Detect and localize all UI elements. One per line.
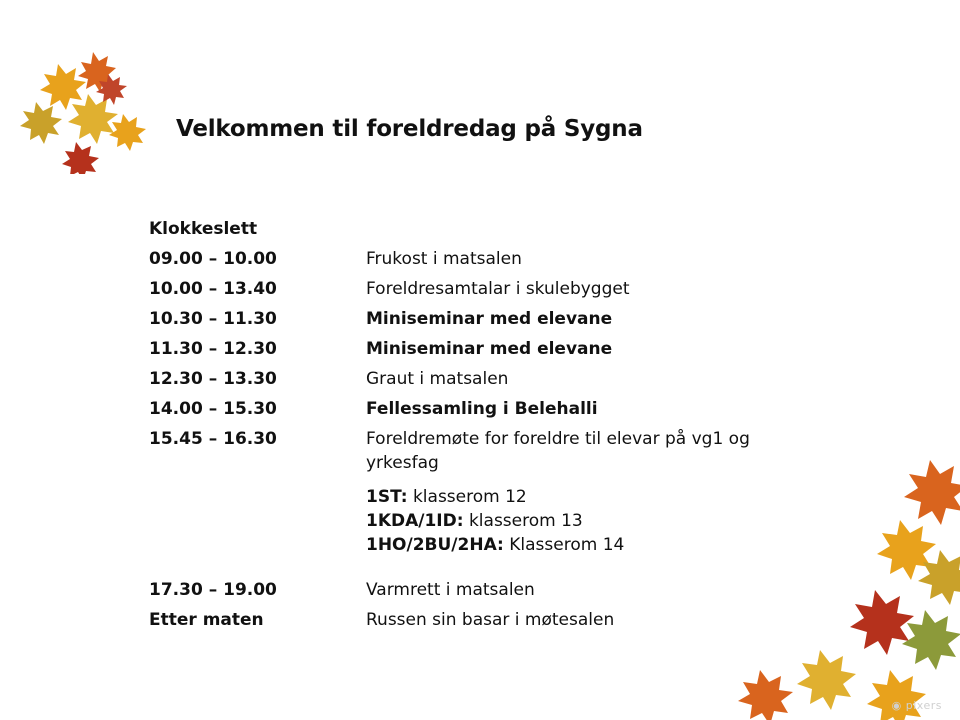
row-event: Graut i matsalen [366, 369, 509, 389]
row-time: 10.30 – 11.30 [149, 309, 277, 329]
row-event: Foreldresamtalar i skulebygget [366, 279, 630, 299]
room-name: klasserom 12 [412, 487, 527, 507]
schedule-row [149, 274, 806, 304]
room-group: 1KDA/1ID: [366, 511, 464, 531]
watermark-text: pixers [905, 699, 942, 712]
row-event: Foreldremøte for foreldre til elevar på vg1 og yrkesfag [366, 429, 750, 473]
row-time: 17.30 – 19.00 [149, 580, 277, 600]
schedule-row [149, 304, 806, 334]
row-event: Russen sin basar i møtesalen [366, 610, 615, 630]
row-time: 10.00 – 13.40 [149, 279, 277, 299]
schedule-row [149, 364, 806, 394]
schedule-row [149, 394, 806, 424]
row-time: 09.00 – 10.00 [149, 249, 277, 269]
room-name: klasserom 13 [468, 511, 583, 531]
watermark [892, 699, 942, 712]
row-event: Miniseminar med elevane [366, 309, 613, 329]
room-group: 1ST: [366, 487, 408, 507]
row-time: 12.30 – 13.30 [149, 369, 277, 389]
row-time: 11.30 – 12.30 [149, 339, 277, 359]
autumn-leaves-bottom-right [700, 440, 960, 720]
row-event: Fellessamling i Belehalli [366, 399, 598, 419]
schedule-row [149, 244, 806, 274]
room-group: 1HO/2BU/2HA: [366, 535, 504, 555]
row-event: Frukost i matsalen [366, 249, 522, 269]
room-name: Klasserom 14 [509, 535, 625, 555]
row-event: Varmrett i matsalen [366, 580, 535, 600]
row-event: Miniseminar med elevane [366, 339, 613, 359]
autumn-leaves-top-left [18, 44, 158, 174]
schedule-header: Klokkeslett [149, 219, 258, 239]
schedule-row [149, 334, 806, 364]
camera-icon: ◉ [891, 699, 906, 712]
page-title: Velkommen til foreldredag på Sygna [176, 116, 643, 142]
row-time: 14.00 – 15.30 [149, 399, 277, 419]
row-time: Etter maten [149, 610, 264, 630]
row-time: 15.45 – 16.30 [149, 429, 277, 449]
